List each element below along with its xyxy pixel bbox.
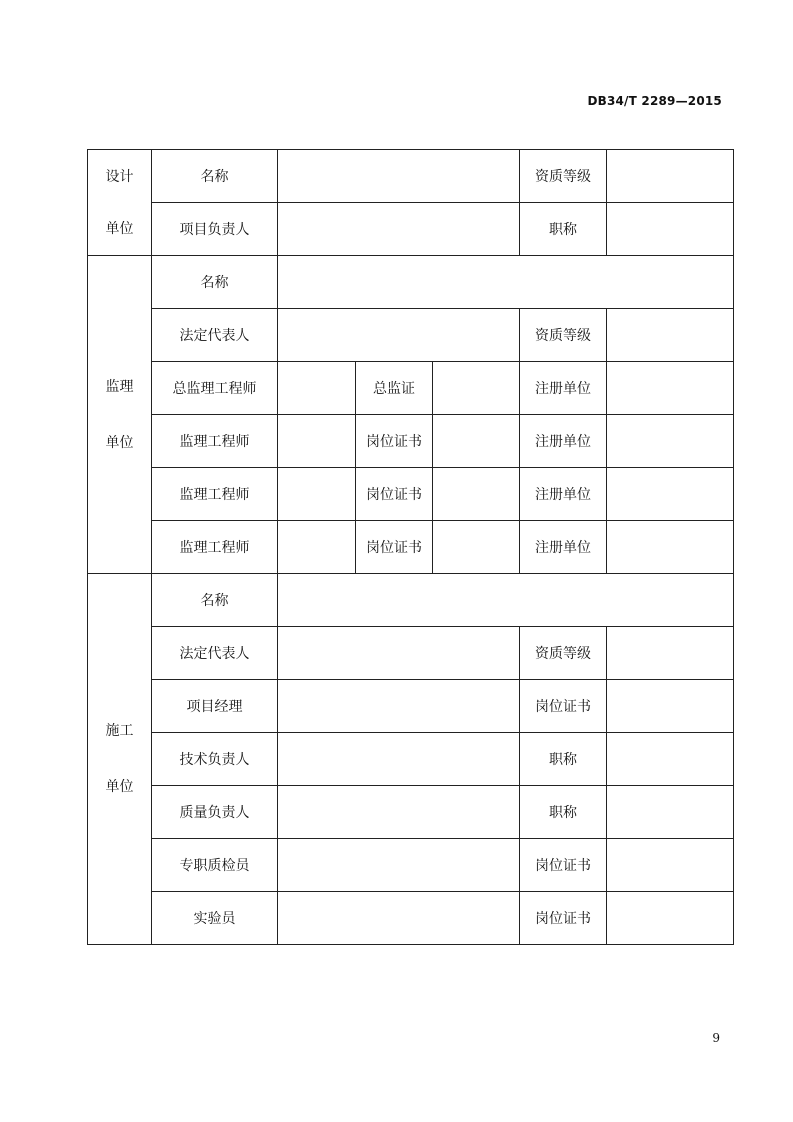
construction-unit-row [88,627,734,680]
supervision-unit-name-field[interactable] [278,256,734,309]
construction-row-field[interactable] [278,892,520,945]
engineer-role-label: 监理工程师 [152,521,278,574]
supervision-unit-legal-rep-field[interactable] [278,309,520,362]
construction-row-field2[interactable] [607,839,734,892]
construction-row-field2-label: 职称 [520,786,607,839]
engineer-cert-field[interactable] [433,415,520,468]
construction-unit-row [88,786,734,839]
page-number: 9 [712,1031,720,1045]
engineer-reg-field[interactable] [607,521,734,574]
registration-form-table [87,149,734,945]
engineer-name-field[interactable] [278,415,356,468]
construction-unit-row [88,892,734,945]
construction-unit-group-label: 施工 单位 [88,574,152,945]
engineer-name-field[interactable] [278,468,356,521]
construction-row-field[interactable] [278,786,520,839]
engineer-cert-field[interactable] [433,362,520,415]
construction-row-field2-label: 资质等级 [520,627,607,680]
construction-row-field[interactable] [278,627,520,680]
construction-row-label: 技术负责人 [152,733,278,786]
construction-row-label: 质量负责人 [152,786,278,839]
engineer-cert-field[interactable] [433,521,520,574]
construction-row-field2-label: 岗位证书 [520,892,607,945]
construction-unit-row [88,733,734,786]
design-unit-row [88,203,734,256]
engineer-role-label: 监理工程师 [152,468,278,521]
construction-row-field2-label: 岗位证书 [520,680,607,733]
supervision-unit-row [88,256,734,309]
construction-row-field2[interactable] [607,627,734,680]
supervision-unit-group-label: 监理 单位 [88,256,152,574]
design-unit-name-field[interactable] [278,150,520,203]
construction-row-field2[interactable] [607,680,734,733]
document-code: DB34/T 2289—2015 [587,94,722,108]
design-unit-row [88,150,734,203]
design-unit-project-lead-field[interactable] [278,203,520,256]
construction-row-label: 实验员 [152,892,278,945]
engineer-name-field[interactable] [278,362,356,415]
engineer-role-label: 总监理工程师 [152,362,278,415]
construction-row-field2[interactable] [607,892,734,945]
construction-row-field2-label: 职称 [520,733,607,786]
engineer-cert-label: 岗位证书 [356,468,433,521]
design-unit-title-label: 职称 [520,203,607,256]
supervision-engineer-row [88,415,734,468]
construction-unit-row [88,574,734,627]
construction-unit-row [88,680,734,733]
design-unit-qualification-field[interactable] [607,150,734,203]
construction-row-field2[interactable] [607,786,734,839]
construction-row-label: 项目经理 [152,680,278,733]
supervision-unit-qualification-label: 资质等级 [520,309,607,362]
construction-row-label: 专职质检员 [152,839,278,892]
supervision-unit-row [88,309,734,362]
engineer-reg-label: 注册单位 [520,521,607,574]
supervision-unit-legal-rep-label: 法定代表人 [152,309,278,362]
design-unit-name-label: 名称 [152,150,278,203]
construction-unit-row [88,839,734,892]
supervision-engineer-row [88,521,734,574]
design-unit-qualification-label: 资质等级 [520,150,607,203]
engineer-cert-label: 岗位证书 [356,415,433,468]
supervision-unit-qualification-field[interactable] [607,309,734,362]
design-unit-title-field[interactable] [607,203,734,256]
supervision-engineer-row [88,468,734,521]
construction-row-field[interactable] [278,680,520,733]
engineer-cert-field[interactable] [433,468,520,521]
engineer-reg-field[interactable] [607,362,734,415]
construction-row-label: 法定代表人 [152,627,278,680]
construction-unit-name-label: 名称 [152,574,278,627]
design-unit-project-lead-label: 项目负责人 [152,203,278,256]
engineer-reg-label: 注册单位 [520,362,607,415]
engineer-reg-label: 注册单位 [520,415,607,468]
supervision-unit-name-label: 名称 [152,256,278,309]
engineer-cert-label: 总监证 [356,362,433,415]
construction-unit-name-field[interactable] [278,574,734,627]
engineer-name-field[interactable] [278,521,356,574]
engineer-role-label: 监理工程师 [152,415,278,468]
supervision-engineer-row [88,362,734,415]
engineer-reg-label: 注册单位 [520,468,607,521]
construction-row-field[interactable] [278,839,520,892]
design-unit-group-label: 设计 单位 [88,150,152,256]
engineer-reg-field[interactable] [607,415,734,468]
engineer-reg-field[interactable] [607,468,734,521]
construction-row-field[interactable] [278,733,520,786]
construction-row-field2[interactable] [607,733,734,786]
engineer-cert-label: 岗位证书 [356,521,433,574]
construction-row-field2-label: 岗位证书 [520,839,607,892]
